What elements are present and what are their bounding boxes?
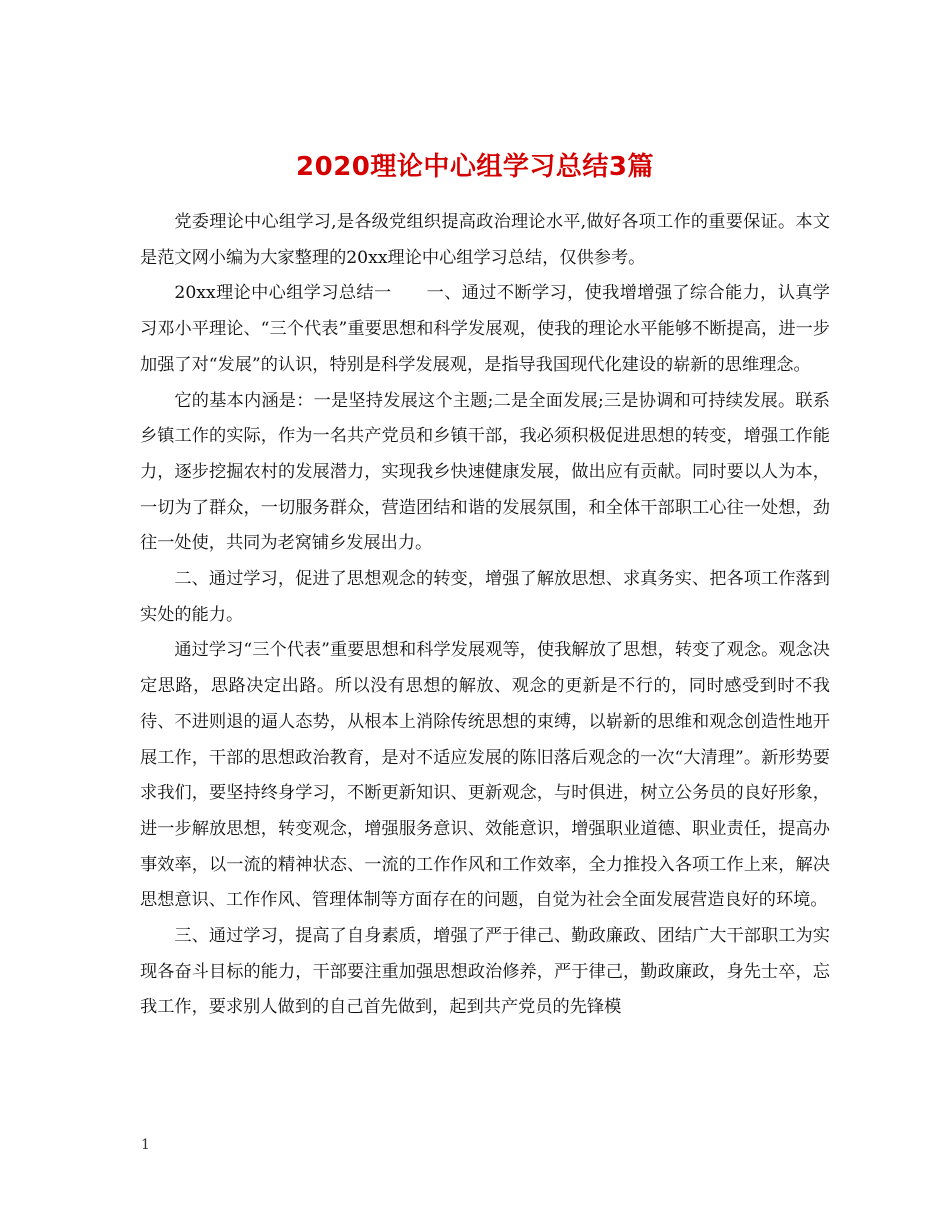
paragraph-intro: 党委理论中心组学习,是各级党组织提高政治理论水平,做好各项工作的重要保证。本文是范文网小编为大家整理的20xx理论中心组学习总结，仅供参考。 (140, 212, 830, 268)
paragraph-summary-one: 20xx理论中心组学习总结一 一、通过不断学习，使我增增强了综合能力，认真学习邓小平理论、“三个代表”重要思想和科学发展观，使我的理论水平能够不断提高，进一步加强了对“发展”的认识，特别是科学发展观，是指导我国现代化建设的崭新的思维理念。 (140, 283, 830, 375)
paragraph-section-two-body: 通过学习“三个代表”重要思想和科学发展观等，使我解放了思想，转变了观念。观念决定思路，思路决定出路。所以没有思想的解放、观念的更新是不行的，同时感受到时不我待、不进则退的逼人态势，从根本上消除传统思想的束缚，以崭新的思维和观念创造性地开展工作，干部的思想政治教育，是对不适应发展的陈旧落后观念的一次“大清理”。新形势要求我们，要坚持终身学习，不断更新知识、更新观念，与时俱进，树立公务员的良好形象，进一步解放思想，转变观念，增强服务意识、效能意识，增强职业道德、职业责任，提高办事效率，以一流的精神状态、一流的工作作风和工作效率，全力推投入各项工作上来，解决思想意识、工作作风、管理体制等方面存在的问题，自觉为社会全面发展营造良好的环境。 (140, 640, 830, 911)
paragraph-section-two-heading: 二、通过学习，促进了思想观念的转变，增强了解放思想、求真务实、把各项工作落到实处的能力。 (140, 569, 830, 625)
paragraph-section-three: 三、通过学习，提高了自身素质，增强了严于律己、勤政廉政、团结广大干部职工为实现各奋斗目标的能力，干部要注重加强思想政治修养，严于律己，勤政廉政，身先士卒，忘我工作，要求别人做到的自己首先做到，起到共产党员的先锋模 (140, 926, 830, 1018)
page-title: 2020理论中心组学习总结3篇 (296, 152, 654, 183)
paragraph-basic-meaning: 它的基本内涵是：一是坚持发展这个主题;二是全面发展;三是协调和可持续发展。联系乡镇工作的实际，作为一名共产党员和乡镇干部，我必须积极促进思想的转变，增强工作能力，逐步挖掘农村的发展潜力，实现我乡快速健康发展，做出应有贡献。同时要以人为本，一切为了群众，一切服务群众，营造团结和谐的发展氛围，和全体干部职工心往一处想，劲往一处使，共同为老窝铺乡发展出力。 (140, 390, 830, 554)
page-number: 1 (141, 1137, 150, 1153)
document-body (140, 205, 830, 1026)
